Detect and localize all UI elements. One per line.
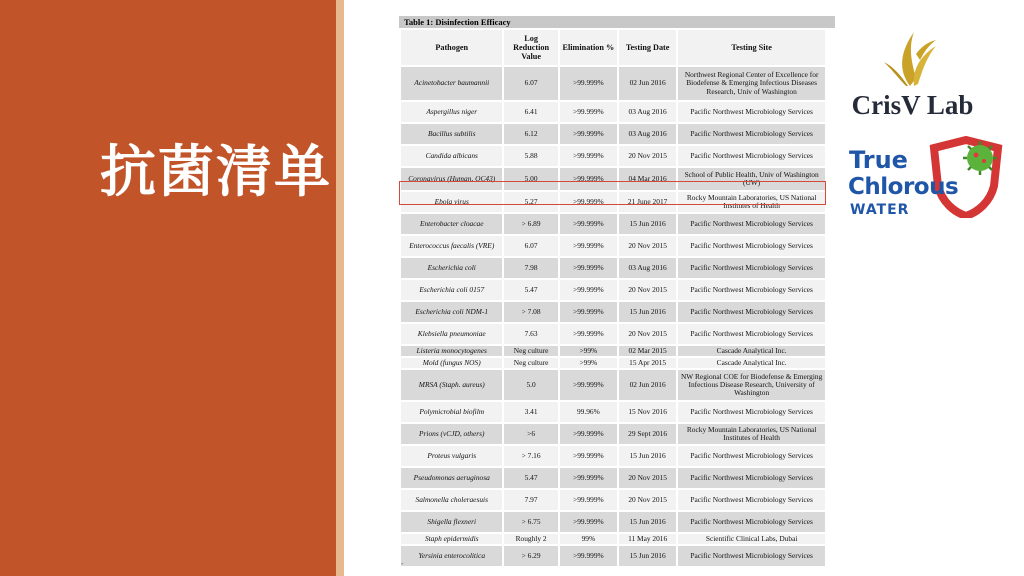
cell-testing-site: Northwest Regional Center of Excellence for Biodefense & Emerging Infectious Diseases Research, Univ of Washington bbox=[678, 67, 825, 100]
cell-elimination: >99.999% bbox=[560, 512, 617, 532]
cell-log-reduction: > 6.89 bbox=[504, 214, 557, 234]
cell-testing-date: 02 Jun 2016 bbox=[619, 370, 676, 400]
efficacy-table-figure bbox=[399, 16, 835, 568]
table-row bbox=[401, 280, 825, 300]
cell-testing-date: 15 Jun 2016 bbox=[619, 512, 676, 532]
cell-testing-site: School of Public Health, Univ of Washington (UW) bbox=[678, 168, 825, 190]
cell-elimination: >99.999% bbox=[560, 446, 617, 466]
crisv-lab-logo bbox=[850, 26, 975, 126]
cell-testing-date: 15 Apr 2015 bbox=[619, 358, 676, 368]
col-header-log-reduction: Log Reduction Value bbox=[504, 30, 557, 65]
cell-testing-date: 20 Nov 2015 bbox=[619, 490, 676, 510]
cell-testing-site: Pacific Northwest Microbiology Services bbox=[678, 324, 825, 344]
cell-log-reduction: 5.47 bbox=[504, 280, 557, 300]
cell-pathogen: Escherichia coli bbox=[401, 258, 502, 278]
cell-log-reduction: 5.0 bbox=[504, 370, 557, 400]
cell-log-reduction: 7.98 bbox=[504, 258, 557, 278]
cell-pathogen: Salmonella choleraesuis bbox=[401, 490, 502, 510]
cell-pathogen: Bacillus subtilis bbox=[401, 124, 502, 144]
cell-testing-site: Pacific Northwest Microbiology Services bbox=[678, 214, 825, 234]
cell-testing-date: 15 Jun 2016 bbox=[619, 302, 676, 322]
table-row bbox=[401, 346, 825, 356]
table-row bbox=[401, 124, 825, 144]
cell-testing-site: Pacific Northwest Microbiology Services bbox=[678, 546, 825, 566]
cell-testing-site: Pacific Northwest Microbiology Services bbox=[678, 446, 825, 466]
cell-pathogen: Klebsiella pneumoniae bbox=[401, 324, 502, 344]
col-header-pathogen: Pathogen bbox=[401, 30, 502, 65]
cell-testing-date: 15 Nov 2016 bbox=[619, 402, 676, 422]
cell-testing-site: NW Regional COE for Biodefense & Emerging Infectious Disease Research, University of Washington bbox=[678, 370, 825, 400]
cell-elimination: >99.999% bbox=[560, 424, 617, 444]
col-header-elimination: Elimination % bbox=[560, 30, 617, 65]
cell-pathogen: Acinetobacter baumannii bbox=[401, 67, 502, 100]
side-panel bbox=[0, 0, 336, 576]
cell-pathogen: Polymicrobial biofilm bbox=[401, 402, 502, 422]
cell-pathogen: Proteus vulgaris bbox=[401, 446, 502, 466]
cell-testing-site: Cascade Analytical Inc. bbox=[678, 346, 825, 356]
cell-testing-site: Pacific Northwest Microbiology Services bbox=[678, 302, 825, 322]
cell-elimination: >99.999% bbox=[560, 324, 617, 344]
cell-testing-date: 29 Sept 2016 bbox=[619, 424, 676, 444]
table-row bbox=[401, 546, 825, 566]
cell-log-reduction: 6.07 bbox=[504, 67, 557, 100]
cell-testing-date: 02 Mar 2015 bbox=[619, 346, 676, 356]
cell-testing-site: Pacific Northwest Microbiology Services bbox=[678, 146, 825, 166]
cell-testing-site: Pacific Northwest Microbiology Services bbox=[678, 402, 825, 422]
cell-log-reduction: 5.00 bbox=[504, 168, 557, 190]
cell-testing-date: 20 Nov 2015 bbox=[619, 280, 676, 300]
cell-elimination: >99.999% bbox=[560, 236, 617, 256]
cell-pathogen: Ebola virus bbox=[401, 192, 502, 212]
cell-pathogen: Mold (fungus NOS) bbox=[401, 358, 502, 368]
cell-elimination: >99% bbox=[560, 346, 617, 356]
logo-word-true: True bbox=[849, 146, 908, 174]
cell-pathogen: Escherichia coli NDM-1 bbox=[401, 302, 502, 322]
cell-log-reduction: 7.97 bbox=[504, 490, 557, 510]
cell-log-reduction: 5.27 bbox=[504, 192, 557, 212]
cell-elimination: >99.999% bbox=[560, 102, 617, 122]
cell-testing-site: Pacific Northwest Microbiology Services bbox=[678, 490, 825, 510]
cell-pathogen: Enterococcus faecalis (VRE) bbox=[401, 236, 502, 256]
table-row bbox=[401, 102, 825, 122]
table-row bbox=[401, 214, 825, 234]
cell-elimination: >99.999% bbox=[560, 146, 617, 166]
table-row bbox=[401, 192, 825, 212]
cell-testing-date: 04 Mar 2016 bbox=[619, 168, 676, 190]
table-footnote-mark: - bbox=[401, 560, 404, 568]
cell-pathogen: Prions (vCJD, others) bbox=[401, 424, 502, 444]
cell-elimination: >99.999% bbox=[560, 192, 617, 212]
cell-pathogen: Candida albicans bbox=[401, 146, 502, 166]
cell-testing-date: 20 Nov 2015 bbox=[619, 468, 676, 488]
crisv-leaf-emblem-icon bbox=[850, 26, 975, 88]
cell-pathogen: Aspergillus niger bbox=[401, 102, 502, 122]
cell-elimination: >99.999% bbox=[560, 302, 617, 322]
cell-log-reduction: 5.47 bbox=[504, 468, 557, 488]
cell-testing-date: 15 Jun 2016 bbox=[619, 546, 676, 566]
cell-testing-date: 15 Jun 2016 bbox=[619, 446, 676, 466]
cell-elimination: 99% bbox=[560, 534, 617, 544]
cell-elimination: >99.999% bbox=[560, 490, 617, 510]
cell-testing-site: Pacific Northwest Microbiology Services bbox=[678, 280, 825, 300]
cell-elimination: >99.999% bbox=[560, 468, 617, 488]
true-chlorous-water-logo bbox=[846, 136, 1006, 222]
cell-testing-site: Pacific Northwest Microbiology Services bbox=[678, 236, 825, 256]
cell-testing-date: 02 Jun 2016 bbox=[619, 67, 676, 100]
table-row bbox=[401, 358, 825, 368]
table-row bbox=[401, 146, 825, 166]
cell-testing-site: Rocky Mountain Laboratories, US National Institutes of Health bbox=[678, 192, 825, 212]
logo-word-chlorous: Chlorous bbox=[848, 174, 959, 200]
cell-testing-date: 20 Nov 2015 bbox=[619, 236, 676, 256]
cell-testing-site: Scientific Clinical Labs, Dubai bbox=[678, 534, 825, 544]
cell-testing-date: 03 Aug 2016 bbox=[619, 124, 676, 144]
cell-elimination: >99.999% bbox=[560, 546, 617, 566]
cell-pathogen: Pseudomonas aeruginosa bbox=[401, 468, 502, 488]
cell-testing-site: Rocky Mountain Laboratories, US National Institutes of Health bbox=[678, 424, 825, 444]
cell-testing-date: 20 Nov 2015 bbox=[619, 324, 676, 344]
cell-pathogen: Yersinia enterocolitica bbox=[401, 546, 502, 566]
cell-testing-date: 03 Aug 2016 bbox=[619, 102, 676, 122]
cell-log-reduction: 7.63 bbox=[504, 324, 557, 344]
cell-log-reduction: 6.41 bbox=[504, 102, 557, 122]
cell-testing-site: Cascade Analytical Inc. bbox=[678, 358, 825, 368]
cell-pathogen: Coronavirus (Human, OC43) bbox=[401, 168, 502, 190]
cell-elimination: >99.999% bbox=[560, 168, 617, 190]
cell-testing-date: 21 June 2017 bbox=[619, 192, 676, 212]
crisv-lab-wordmark: CrisV Lab bbox=[851, 90, 974, 120]
cell-log-reduction: > 6.29 bbox=[504, 546, 557, 566]
cell-pathogen: MRSA (Staph. aureus) bbox=[401, 370, 502, 400]
table-row bbox=[401, 534, 825, 544]
table-row bbox=[401, 402, 825, 422]
table-row bbox=[401, 168, 825, 190]
cell-log-reduction: >6 bbox=[504, 424, 557, 444]
cell-log-reduction: 3.41 bbox=[504, 402, 557, 422]
cell-elimination: 99.96% bbox=[560, 402, 617, 422]
efficacy-table bbox=[399, 28, 827, 568]
logo-word-water: WATER bbox=[850, 202, 910, 218]
side-panel-stripe bbox=[336, 0, 344, 576]
table-row bbox=[401, 490, 825, 510]
cell-log-reduction: 6.12 bbox=[504, 124, 557, 144]
col-header-testing-site: Testing Site bbox=[678, 30, 825, 65]
table-row bbox=[401, 370, 825, 400]
table-row bbox=[401, 67, 825, 100]
table-caption: Table 1: Disinfection Efficacy bbox=[399, 16, 835, 28]
cell-log-reduction: 5.88 bbox=[504, 146, 557, 166]
cell-testing-site: Pacific Northwest Microbiology Services bbox=[678, 512, 825, 532]
cell-elimination: >99.999% bbox=[560, 124, 617, 144]
col-header-testing-date: Testing Date bbox=[619, 30, 676, 65]
table-row bbox=[401, 236, 825, 256]
cell-elimination: >99.999% bbox=[560, 214, 617, 234]
cell-log-reduction: Roughly 2 bbox=[504, 534, 557, 544]
cell-testing-site: Pacific Northwest Microbiology Services bbox=[678, 258, 825, 278]
cell-pathogen: Staph epidermidis bbox=[401, 534, 502, 544]
cell-elimination: >99.999% bbox=[560, 280, 617, 300]
table-row bbox=[401, 512, 825, 532]
cell-log-reduction: > 7.16 bbox=[504, 446, 557, 466]
cell-elimination: >99.999% bbox=[560, 67, 617, 100]
cell-elimination: >99.999% bbox=[560, 370, 617, 400]
cell-pathogen: Shigella flexneri bbox=[401, 512, 502, 532]
cell-testing-date: 20 Nov 2015 bbox=[619, 146, 676, 166]
cell-testing-site: Pacific Northwest Microbiology Services bbox=[678, 102, 825, 122]
cell-testing-site: Pacific Northwest Microbiology Services bbox=[678, 468, 825, 488]
cell-pathogen: Escherichia coli 0157 bbox=[401, 280, 502, 300]
cell-log-reduction: 6.07 bbox=[504, 236, 557, 256]
cell-pathogen: Enterobacter cloacae bbox=[401, 214, 502, 234]
cell-testing-date: 15 Jun 2016 bbox=[619, 214, 676, 234]
cell-log-reduction: Neg culture bbox=[504, 346, 557, 356]
cell-testing-date: 11 May 2016 bbox=[619, 534, 676, 544]
cell-log-reduction: Neg culture bbox=[504, 358, 557, 368]
table-row bbox=[401, 324, 825, 344]
cell-testing-site: Pacific Northwest Microbiology Services bbox=[678, 124, 825, 144]
table-row bbox=[401, 302, 825, 322]
table-row bbox=[401, 424, 825, 444]
table-row bbox=[401, 446, 825, 466]
slide-title: 抗菌清单 bbox=[100, 140, 332, 205]
table-row bbox=[401, 258, 825, 278]
cell-testing-date: 03 Aug 2016 bbox=[619, 258, 676, 278]
table-row bbox=[401, 468, 825, 488]
cell-elimination: >99% bbox=[560, 358, 617, 368]
cell-elimination: >99.999% bbox=[560, 258, 617, 278]
cell-log-reduction: > 7.08 bbox=[504, 302, 557, 322]
cell-pathogen: Listeria monocytogenes bbox=[401, 346, 502, 356]
cell-log-reduction: > 6.75 bbox=[504, 512, 557, 532]
